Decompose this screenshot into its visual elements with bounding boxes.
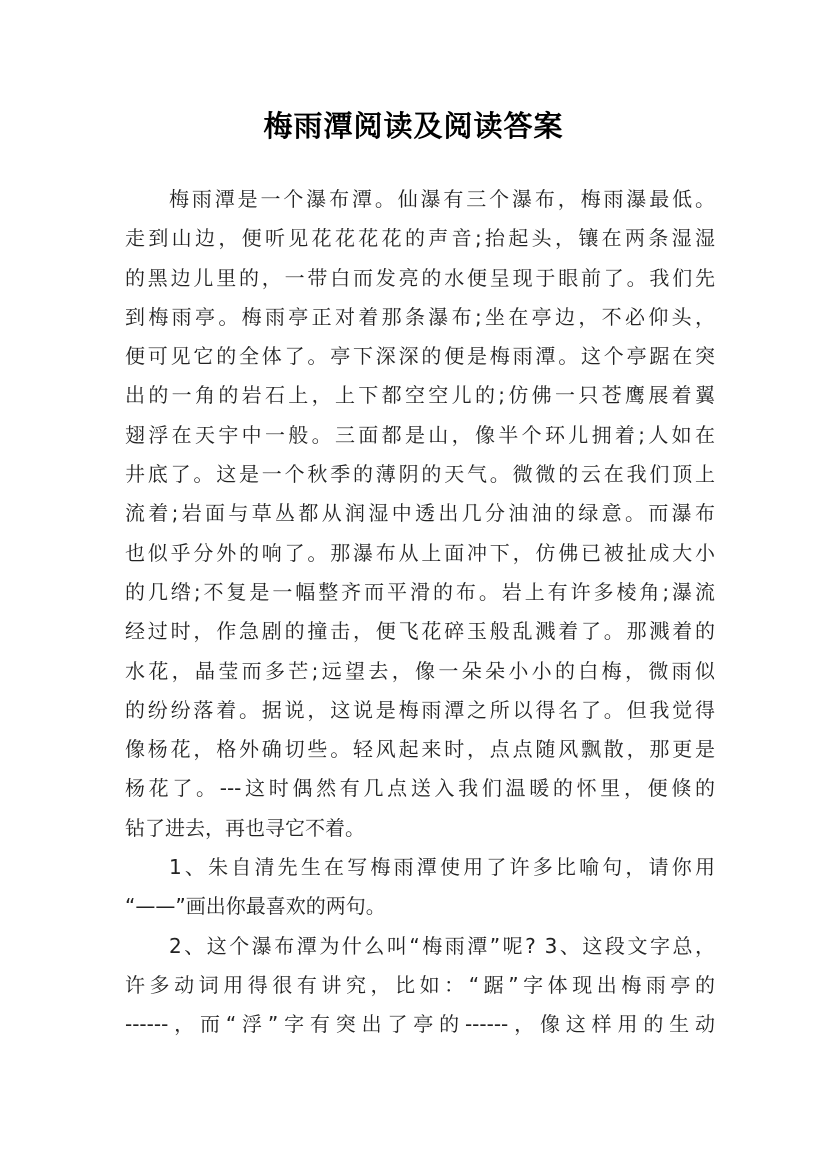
text-line: 到梅雨亭。梅雨亭正对着那条瀑布;坐在亭边，不必仰头， <box>125 304 715 329</box>
text-line: 的黑边儿里的，一带白而发亮的水便呈现于眼前了。我们先 <box>125 265 715 290</box>
question-line: 许多动词用得很有讲究，比如：“踞”字体现出梅雨亭的 <box>125 972 715 997</box>
question-line: 2、这个瀑布潭为什么叫“梅雨潭”呢? 3、这段文字总， <box>169 933 715 958</box>
text-line: 便可见它的全体了。亭下深深的便是梅雨潭。这个亭踞在突 <box>125 344 715 369</box>
text-line: 杨花了。---这时偶然有几点送入我们温暖的怀里，便倏的 <box>125 776 715 801</box>
text-line: 井底了。这是一个秋季的薄阴的天气。微微的云在我们顶上 <box>125 462 715 487</box>
text-line: 的几绺;不复是一幅整齐而平滑的布。岩上有许多棱角;瀑流 <box>125 579 715 604</box>
text-line: 流着;岩面与草丛都从润湿中透出几分油油的绿意。而瀑布 <box>125 501 715 526</box>
article-body <box>125 180 715 1045</box>
question-line: ------，而“浮”字有突出了亭的------，像这样用的生动 <box>125 1012 715 1037</box>
question-line: “——”画出你最喜欢的两句。 <box>125 894 386 919</box>
text-line: 梅雨潭是一个瀑布潭。仙瀑有三个瀑布，梅雨瀑最低。 <box>169 187 715 211</box>
text-line: 钻了进去，再也寻它不着。 <box>125 815 365 840</box>
page-title: 梅雨潭阅读及阅读答案 <box>263 109 564 143</box>
question-line: 1、朱自清先生在写梅雨潭使用了许多比喻句，请你用 <box>169 855 715 880</box>
text-line: 出的一角的岩石上，上下都空空儿的;仿佛一只苍鹰展着翼 <box>125 383 715 408</box>
text-line: 也似乎分外的响了。那瀑布从上面冲下，仿佛已被扯成大小 <box>125 540 715 565</box>
text-line: 走到山边，便听见花花花花的声音;抬起头，镶在两条湿湿 <box>125 226 715 251</box>
text-line: 像杨花，格外确切些。轻风起来时，点点随风飘散，那更是 <box>125 737 715 762</box>
text-line: 经过时，作急剧的撞击，便飞花碎玉般乱溅着了。那溅着的 <box>125 619 715 644</box>
text-line: 的纷纷落着。据说，这说是梅雨潭之所以得名了。但我觉得 <box>125 697 715 722</box>
text-line: 翅浮在天宇中一般。三面都是山，像半个环儿拥着;人如在 <box>125 422 715 447</box>
text-line: 水花，晶莹而多芒;远望去，像一朵朵小小的白梅，微雨似 <box>125 658 715 683</box>
